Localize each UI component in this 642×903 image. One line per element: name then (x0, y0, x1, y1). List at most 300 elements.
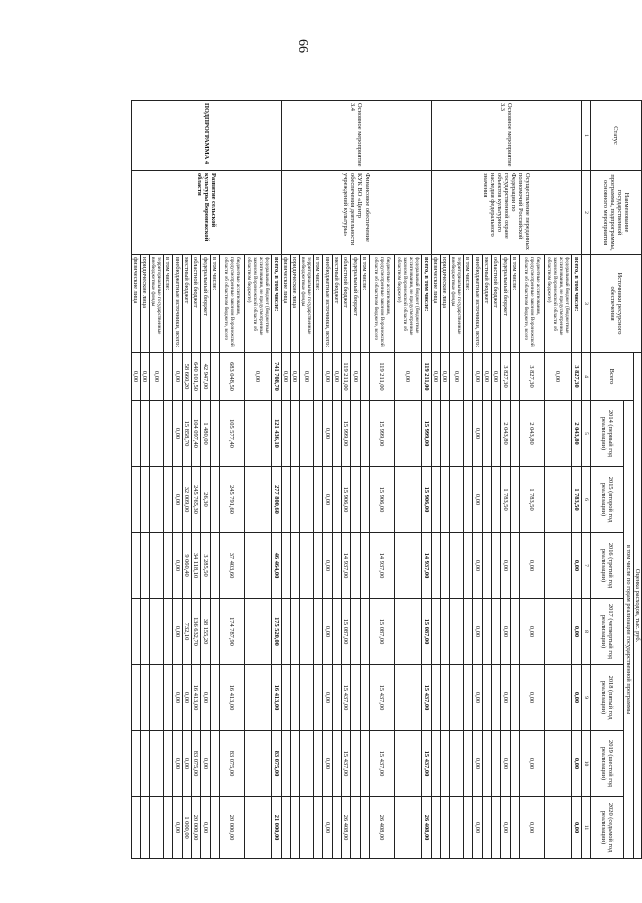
year-value-cell: 121 436,10 (271, 401, 281, 467)
year-value-cell: 0,00 (172, 797, 182, 859)
year-value-cell: 0,00 (472, 731, 482, 797)
year-value-cell (299, 599, 313, 665)
total-value-cell: 0,00 (299, 353, 313, 401)
year-value-cell: 0,00 (571, 533, 581, 599)
total-value-cell (313, 353, 322, 401)
year-value-cell: 0,00 (200, 665, 210, 731)
year-value-cell (210, 665, 219, 731)
year-value-cell (281, 599, 290, 665)
year-value-cell: 0,00 (571, 797, 581, 859)
year-value-cell (394, 533, 421, 599)
total-value-cell (163, 353, 172, 401)
year-value-cell (440, 467, 449, 533)
total-value-cell: 3 827,30 (571, 353, 581, 401)
header-status: Статус (590, 101, 641, 171)
year-value-cell (210, 731, 219, 797)
year-value-cell (140, 401, 149, 467)
year-value-cell (449, 533, 463, 599)
year-value-cell (244, 467, 271, 533)
year-value-cell (149, 599, 163, 665)
funding-source-cell: местный бюджет (182, 255, 191, 353)
year-value-cell: 0,00 (571, 731, 581, 797)
year-value-cell: 15 087,00 (421, 599, 431, 665)
header-year: 2014 (первый год реализации) (590, 401, 623, 467)
year-value-cell (149, 665, 163, 731)
column-number: 3 (581, 255, 590, 353)
year-value-cell (431, 797, 440, 859)
year-value-cell (313, 599, 322, 665)
column-number: 8 (581, 599, 590, 665)
total-value-cell: 0,00 (332, 353, 341, 401)
year-value-cell (244, 401, 271, 467)
year-value-cell (449, 599, 463, 665)
year-value-cell (149, 797, 163, 859)
total-value-cell: 683 048,50 (219, 353, 244, 401)
year-value-cell (131, 797, 140, 859)
total-value-cell: 0,00 (350, 353, 360, 401)
year-value-cell (510, 533, 519, 599)
year-value-cell (431, 665, 440, 731)
year-value-cell: 0,00 (571, 665, 581, 731)
year-value-cell: 15 437,00 (341, 731, 350, 797)
year-value-cell (360, 599, 369, 665)
year-value-cell: 15 087,00 (341, 599, 350, 665)
year-value-cell (299, 797, 313, 859)
total-value-cell: 119 211,00 (421, 353, 431, 401)
year-value-cell: 1 783,50 (519, 467, 544, 533)
year-value-cell (350, 797, 360, 859)
year-value-cell: 175 520,00 (271, 599, 281, 665)
year-value-cell: 0,00 (200, 731, 210, 797)
year-value-cell (290, 599, 299, 665)
column-number: 2 (581, 171, 590, 255)
year-value-cell: 0,00 (200, 797, 210, 859)
year-value-cell: 15 437,00 (341, 665, 350, 731)
funding-source-cell: юридические лица (140, 255, 149, 353)
year-value-cell (544, 731, 571, 797)
year-value-cell (482, 731, 491, 797)
year-value-cell (491, 731, 500, 797)
funding-source-cell: местный бюджет (482, 255, 491, 353)
year-value-cell: 15 906,00 (421, 467, 431, 533)
year-value-cell (281, 467, 290, 533)
year-value-cell: 15 858,70 (182, 401, 191, 467)
total-value-cell: 0,00 (440, 353, 449, 401)
year-value-cell: 15 906,00 (341, 467, 350, 533)
year-value-cell (482, 467, 491, 533)
header-year: 2017 (четвертый год реализации) (590, 599, 623, 665)
year-value-cell: 0,00 (182, 731, 191, 797)
funding-source-cell: областной бюджет (191, 255, 200, 353)
year-value-cell: 0,00 (500, 797, 510, 859)
total-value-cell: 741 708,70 (271, 353, 281, 401)
table-row (271, 101, 281, 859)
year-value-cell (360, 533, 369, 599)
year-value-cell: 3 285,50 (200, 533, 210, 599)
year-value-cell (140, 797, 149, 859)
column-number: 7 (581, 533, 590, 599)
funding-source-cell: федеральный бюджет (бюджетные ассигнования, не предусмотренные законом Воронежской области об областном бюджете) (244, 255, 271, 353)
year-value-cell (463, 665, 472, 731)
year-value-cell (299, 533, 313, 599)
year-value-cell (491, 665, 500, 731)
year-value-cell: 37 403,60 (219, 533, 244, 599)
table-row (421, 101, 431, 859)
status-cell: Основное мероприятие 3.3 (431, 101, 581, 171)
header-subheading: в том числе по годам реализации государственной программы (623, 401, 633, 859)
funding-source-cell: федеральный бюджет (бюджетные ассигнования, не предусмотренные законом Воронежской области об областном бюджете) (394, 255, 421, 353)
year-value-cell (131, 467, 140, 533)
total-value-cell: 3 827,30 (500, 353, 510, 401)
header-row (633, 101, 641, 859)
funding-source-cell: юридические лица (440, 255, 449, 353)
year-value-cell: 2 043,80 (571, 401, 581, 467)
year-value-cell: 0,00 (172, 665, 182, 731)
column-number: 11 (581, 797, 590, 859)
year-value-cell (350, 665, 360, 731)
year-value-cell (482, 533, 491, 599)
year-value-cell (510, 797, 519, 859)
total-value-cell: 0,00 (244, 353, 271, 401)
year-value-cell (149, 731, 163, 797)
year-value-cell: 16 413,00 (219, 665, 244, 731)
header-total: Всего (590, 353, 633, 401)
year-value-cell: 0,00 (472, 401, 482, 467)
year-value-cell (510, 731, 519, 797)
year-value-cell (350, 533, 360, 599)
year-value-cell (449, 731, 463, 797)
year-value-cell (131, 533, 140, 599)
year-value-cell (350, 731, 360, 797)
year-value-cell: 83 075,00 (271, 731, 281, 797)
year-value-cell: 2 043,80 (500, 401, 510, 467)
year-value-cell (360, 401, 369, 467)
year-value-cell: 0,00 (519, 533, 544, 599)
header-estimate: Оценка расходов, тыс. руб. (633, 353, 641, 859)
year-value-cell (163, 599, 172, 665)
year-value-cell: 14 937,00 (369, 533, 394, 599)
total-value-cell: 0,00 (544, 353, 571, 401)
status-cell: Основное мероприятие 3.4 (281, 101, 431, 171)
year-value-cell: 732,10 (182, 599, 191, 665)
year-value-cell (394, 401, 421, 467)
year-value-cell: 0,00 (472, 467, 482, 533)
funding-source-cell: всего, в том числе: (271, 255, 281, 353)
year-value-cell (544, 665, 571, 731)
year-value-cell: 2 043,80 (519, 401, 544, 467)
year-value-cell (332, 797, 341, 859)
total-value-cell (510, 353, 519, 401)
year-value-cell (290, 533, 299, 599)
year-value-cell: 16 413,00 (271, 665, 281, 731)
year-value-cell: 15 999,00 (369, 401, 394, 467)
year-value-cell (332, 533, 341, 599)
budget-table-frame (50, 100, 642, 858)
year-value-cell (281, 731, 290, 797)
year-value-cell (244, 533, 271, 599)
year-value-cell: 26 408,00 (369, 797, 394, 859)
total-value-cell (463, 353, 472, 401)
total-value-cell: 0,00 (290, 353, 299, 401)
year-value-cell (290, 797, 299, 859)
funding-source-cell: внебюджетные источники, всего: (472, 255, 482, 353)
year-value-cell (163, 797, 172, 859)
year-value-cell: 26 408,00 (341, 797, 350, 859)
year-value-cell (244, 599, 271, 665)
year-value-cell (482, 665, 491, 731)
year-value-cell (313, 467, 322, 533)
year-value-cell (350, 599, 360, 665)
year-value-cell (350, 467, 360, 533)
year-value-cell (463, 599, 472, 665)
year-value-cell: 174 787,90 (219, 599, 244, 665)
year-value-cell (313, 533, 322, 599)
year-value-cell: 83 075,00 (191, 731, 200, 797)
year-value-cell: 1 480,00 (200, 401, 210, 467)
header-year: 2016 (третий год реализации) (590, 533, 623, 599)
year-value-cell (510, 599, 519, 665)
year-value-cell (463, 533, 472, 599)
funding-source-cell: физические лица (131, 255, 140, 353)
year-value-cell (544, 467, 571, 533)
year-value-cell (440, 797, 449, 859)
year-value-cell: 1 783,50 (571, 467, 581, 533)
year-value-cell: 0,00 (322, 599, 332, 665)
year-value-cell: 34 118,10 (191, 533, 200, 599)
header-year: 2019 (шестой год реализации) (590, 731, 623, 797)
total-value-cell: 0,00 (172, 353, 182, 401)
year-value-cell (140, 467, 149, 533)
year-value-cell (449, 797, 463, 859)
funding-source-cell: внебюджетные источники, всего: (172, 255, 182, 353)
year-value-cell (290, 401, 299, 467)
year-value-cell (491, 599, 500, 665)
year-value-cell (491, 533, 500, 599)
total-value-cell: 58 660,20 (182, 353, 191, 401)
year-value-cell (360, 731, 369, 797)
funding-source-cell: областной бюджет (341, 255, 350, 353)
year-value-cell (140, 533, 149, 599)
year-value-cell (244, 797, 271, 859)
column-number: 5 (581, 401, 590, 467)
year-value-cell (440, 665, 449, 731)
table-row (571, 101, 581, 859)
total-value-cell: 0,00 (131, 353, 140, 401)
year-value-cell (281, 533, 290, 599)
funding-source-cell: внебюджетные источники, всего: (322, 255, 332, 353)
year-value-cell (510, 665, 519, 731)
year-value-cell (210, 401, 219, 467)
total-value-cell: 42 947,00 (200, 353, 210, 401)
year-value-cell (332, 599, 341, 665)
column-number: 9 (581, 665, 590, 731)
year-value-cell (140, 731, 149, 797)
year-value-cell (440, 401, 449, 467)
year-value-cell (431, 533, 440, 599)
year-value-cell: 15 437,00 (421, 731, 431, 797)
total-value-cell: 0,00 (140, 353, 149, 401)
year-value-cell (149, 467, 163, 533)
year-value-cell (394, 467, 421, 533)
year-value-cell (394, 599, 421, 665)
year-value-cell: 38 155,20 (200, 599, 210, 665)
total-value-cell: 0,00 (431, 353, 440, 401)
header-name: Наименование государственной программы, подпрограммы, основного мероприятия (590, 171, 641, 255)
year-value-cell: 0,00 (322, 797, 332, 859)
year-value-cell: 46 464,00 (271, 533, 281, 599)
total-value-cell (210, 353, 219, 401)
year-value-cell: 83 075,00 (219, 731, 244, 797)
year-value-cell: 0,00 (519, 665, 544, 731)
year-value-cell: 0,00 (322, 401, 332, 467)
year-value-cell (350, 401, 360, 467)
year-value-cell (463, 731, 472, 797)
year-value-cell (463, 401, 472, 467)
header-source: Источники ресурсного обеспечения (590, 255, 641, 353)
funding-source-cell: территориальные государственные внебюджетные фонды (149, 255, 163, 353)
year-value-cell: 245 791,60 (219, 467, 244, 533)
status-cell: ПОДПРОГРАММА 4 (131, 101, 281, 171)
total-value-cell: 0,00 (491, 353, 500, 401)
year-value-cell (290, 467, 299, 533)
year-value-cell (131, 401, 140, 467)
year-value-cell (313, 797, 322, 859)
total-value-cell: 119 211,00 (341, 353, 350, 401)
year-value-cell: 0,00 (500, 533, 510, 599)
year-value-cell: 245 765,30 (191, 467, 200, 533)
funding-source-cell: всего, в том числе: (571, 255, 581, 353)
column-number: 10 (581, 731, 590, 797)
year-value-cell (449, 467, 463, 533)
total-value-cell: 0,00 (472, 353, 482, 401)
year-value-cell (313, 665, 322, 731)
funding-source-cell: в том числе: (360, 255, 369, 353)
year-value-cell (299, 467, 313, 533)
year-value-cell: 0,00 (172, 599, 182, 665)
year-value-cell: 0,00 (519, 797, 544, 859)
year-value-cell: 0,00 (172, 533, 182, 599)
funding-source-cell: бюджетные ассигнования, предусмотренные законом Воронежской области об областном бюджете, всего (369, 255, 394, 353)
funding-source-cell: федеральный бюджет (500, 255, 510, 353)
year-value-cell (210, 599, 219, 665)
year-value-cell: 0,00 (322, 665, 332, 731)
funding-source-cell: в том числе: (510, 255, 519, 353)
program-name-cell: Развитие сельской культуры Воронежской области (131, 171, 281, 255)
year-value-cell: 9 060,40 (182, 533, 191, 599)
header-year: 2018 (пятый год реализации) (590, 665, 623, 731)
year-value-cell: 15 087,00 (369, 599, 394, 665)
year-value-cell (482, 797, 491, 859)
column-number: 6 (581, 467, 590, 533)
total-value-cell: 0,00 (449, 353, 463, 401)
year-value-cell: 15 437,00 (369, 665, 394, 731)
year-value-cell: 0,00 (500, 599, 510, 665)
year-value-cell: 20 000,00 (191, 797, 200, 859)
year-value-cell (149, 533, 163, 599)
year-value-cell (360, 797, 369, 859)
year-value-cell (210, 467, 219, 533)
column-number-row (581, 101, 590, 859)
funding-source-cell: физические лица (431, 255, 440, 353)
total-value-cell: 0,00 (149, 353, 163, 401)
year-value-cell (544, 797, 571, 859)
funding-source-cell: федеральный бюджет (350, 255, 360, 353)
funding-source-cell: федеральный бюджет (бюджетные ассигнования, не предусмотренные законом Воронежской области об областном бюджете) (544, 255, 571, 353)
year-value-cell: 14 937,00 (341, 533, 350, 599)
total-value-cell (360, 353, 369, 401)
year-value-cell (431, 731, 440, 797)
year-value-cell (544, 533, 571, 599)
year-value-cell: 15 999,00 (421, 401, 431, 467)
funding-source-cell: в том числе: (210, 255, 219, 353)
year-value-cell (544, 599, 571, 665)
funding-source-cell: бюджетные ассигнования, предусмотренные законом Воронежской области об областном бюджете, всего (219, 255, 244, 353)
year-value-cell (131, 599, 140, 665)
year-value-cell: 26,30 (200, 467, 210, 533)
column-number: 4 (581, 353, 590, 401)
year-value-cell (544, 401, 571, 467)
funding-source-cell: местный бюджет (332, 255, 341, 353)
year-value-cell (431, 467, 440, 533)
year-value-cell (281, 401, 290, 467)
year-value-cell: 15 437,00 (369, 731, 394, 797)
year-value-cell (491, 797, 500, 859)
year-value-cell (332, 467, 341, 533)
year-value-cell (510, 401, 519, 467)
year-value-cell (449, 665, 463, 731)
funding-source-cell: федеральный бюджет (200, 255, 210, 353)
year-value-cell: 26 408,00 (421, 797, 431, 859)
year-value-cell (449, 401, 463, 467)
year-value-cell (431, 599, 440, 665)
year-value-cell (210, 797, 219, 859)
year-value-cell (482, 599, 491, 665)
year-value-cell (394, 665, 421, 731)
year-value-cell: 15 906,00 (369, 467, 394, 533)
year-value-cell (463, 797, 472, 859)
funding-source-cell: юридические лица (290, 255, 299, 353)
year-value-cell (313, 401, 322, 467)
year-value-cell: 277 800,60 (271, 467, 281, 533)
year-value-cell (290, 665, 299, 731)
year-value-cell: 0,00 (172, 467, 182, 533)
header-year: 2015 (второй год реализации) (590, 467, 623, 533)
year-value-cell: 15 999,00 (341, 401, 350, 467)
funding-source-cell: территориальные государственные внебюджетные фонды (299, 255, 313, 353)
year-value-cell: 15 437,00 (421, 665, 431, 731)
year-value-cell: 1 783,50 (500, 467, 510, 533)
year-value-cell (131, 665, 140, 731)
year-value-cell (140, 665, 149, 731)
year-value-cell (332, 665, 341, 731)
year-value-cell (360, 467, 369, 533)
year-value-cell (463, 467, 472, 533)
year-value-cell: 0,00 (322, 533, 332, 599)
year-value-cell: 14 937,00 (421, 533, 431, 599)
total-value-cell: 119 211,00 (369, 353, 394, 401)
total-value-cell: 640 101,50 (191, 353, 200, 401)
column-number: 1 (581, 101, 590, 171)
year-value-cell (244, 731, 271, 797)
year-value-cell (140, 599, 149, 665)
year-value-cell: 20 000,00 (219, 797, 244, 859)
year-value-cell (491, 467, 500, 533)
year-value-cell (394, 731, 421, 797)
year-value-cell (163, 467, 172, 533)
year-value-cell: 1 000,00 (182, 797, 191, 859)
year-value-cell (299, 401, 313, 467)
year-value-cell: 32 009,00 (182, 467, 191, 533)
